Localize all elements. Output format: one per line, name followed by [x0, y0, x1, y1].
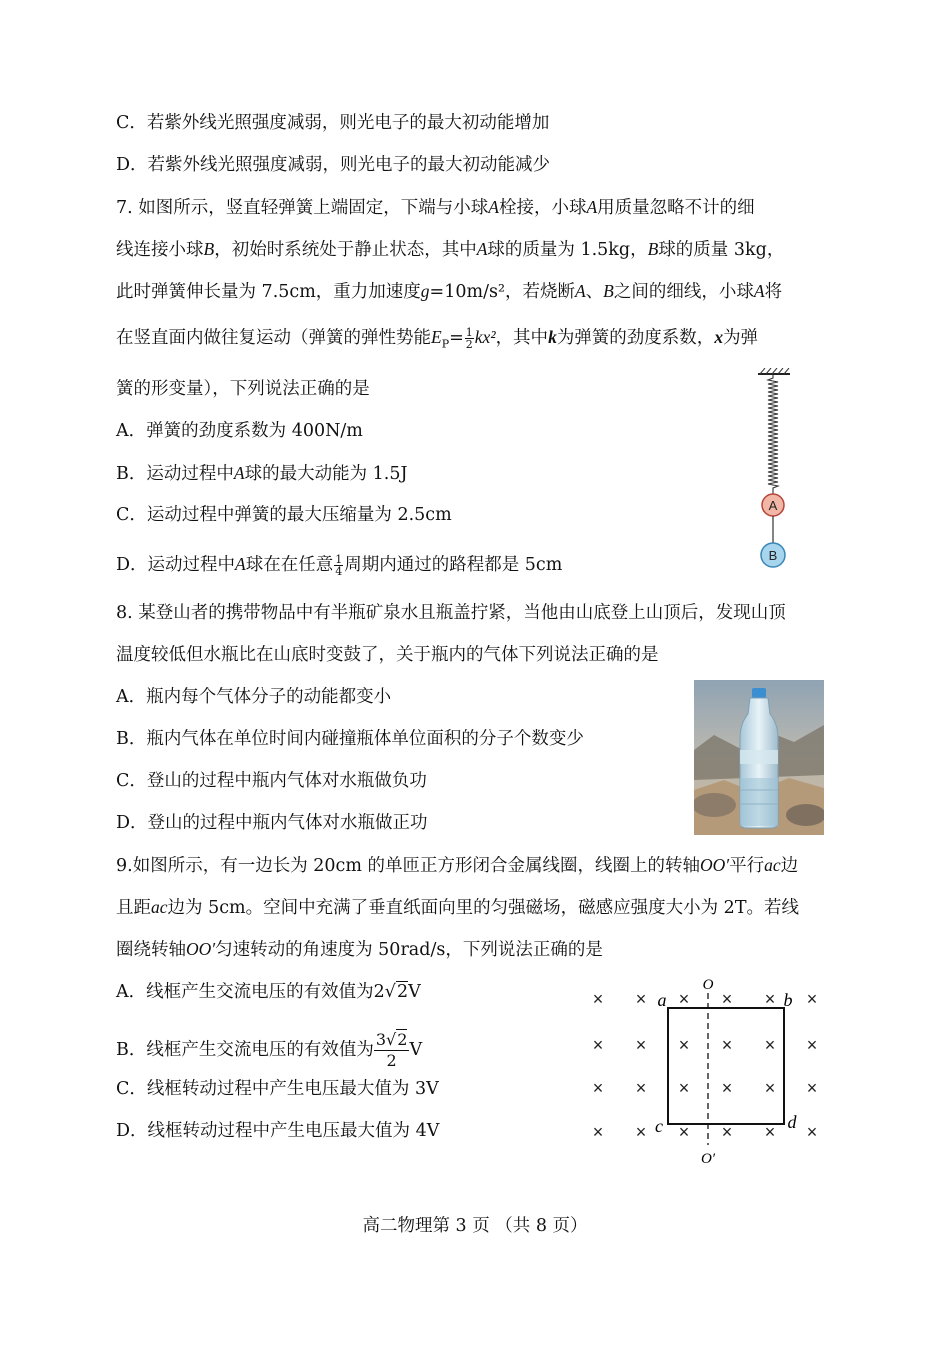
field-cross: ×	[721, 1035, 733, 1055]
water-bottle-photo	[694, 680, 824, 835]
page-footer: 高二物理第 3 页 （共 8 页）	[362, 1216, 588, 1236]
field-cross: ×	[806, 1035, 818, 1055]
field-cross: ×	[635, 989, 647, 1009]
field-cross: ×	[806, 1122, 818, 1142]
q9-option-b: B．线框产生交流电压的有效值为 $\frac{3√2}{2}$ V	[116, 1030, 423, 1070]
label-c: c	[655, 1116, 663, 1136]
half-fraction: $\frac{1}{2}$	[465, 326, 473, 351]
q7-option-d: D．运动过程中A球在在任意 $\frac{1}{4}$ 周期内通过的路程都是 5cm	[116, 553, 563, 578]
label-d: d	[787, 1112, 797, 1132]
field-cross: ×	[721, 1078, 733, 1098]
q8-option-c: C．登山的过程中瓶内气体对水瓶做负功	[116, 771, 427, 791]
q7-option-a: A．弹簧的劲度系数为 400N/m	[116, 421, 363, 441]
q9-option-c: C．线框转动过程中产生电压最大值为 3V	[116, 1079, 439, 1099]
q7-stem-line4: 在竖直面内做往复运动（弹簧的弹性势能$E_P=$ $\frac{1}{2}$ kx²，其中k为弹簧的劲度系数，x为弹	[116, 326, 759, 351]
field-cross: ×	[592, 1078, 604, 1098]
q9-option-a: A．线框产生交流电压的有效值为2√2V	[116, 982, 421, 1002]
ball-a-label: A	[768, 498, 778, 513]
q9-stem-line1: 9.如图所示，有一边长为 20cm 的单匝正方形闭合金属线圈，线圈上的转轴OO′平行ac边	[116, 855, 799, 876]
q8-stem-line2: 温度较低但水瓶比在山底时变鼓了，关于瓶内的气体下列说法正确的是	[116, 645, 659, 665]
q7-stem-line5: 簧的形变量），下列说法正确的是	[116, 379, 370, 399]
q8-stem-line1: 8. 某登山者的携带物品中有半瓶矿泉水且瓶盖拧紧，当他由山底登上山顶后，发现山顶	[116, 603, 786, 623]
field-cross: ×	[635, 1035, 647, 1055]
field-cross: ×	[635, 1122, 647, 1142]
field-cross: ×	[592, 989, 604, 1009]
b-fraction: $\frac{3√2}{2}$	[375, 1030, 408, 1070]
q7-stem-line2: 线连接小球B，初始时系统处于静止状态，其中A球的质量为 1.5kg，B球的质量 3kg，	[116, 239, 785, 260]
quarter-fraction: $\frac{1}{4}$	[335, 553, 343, 578]
q6-option-c: C．若紫外线光照强度减弱，则光电子的最大初动能增加	[116, 113, 550, 133]
q9-option-d: D．线框转动过程中产生电压最大值为 4V	[116, 1121, 440, 1141]
field-cross: ×	[764, 1078, 776, 1098]
spring-coil	[768, 374, 778, 494]
label-a: a	[657, 990, 667, 1010]
q8-option-b: B．瓶内气体在单位时间内碰撞瓶体单位面积的分子个数变少	[116, 729, 584, 749]
field-cross: ×	[635, 1078, 647, 1098]
q8-option-a: A．瓶内每个气体分子的动能都变小	[116, 687, 392, 707]
label-b: b	[783, 990, 793, 1010]
q6-option-d: D．若紫外线光照强度减弱，则光电子的最大初动能减少	[116, 155, 551, 175]
ball-b-label: B	[768, 548, 778, 563]
field-cross: ×	[806, 1078, 818, 1098]
label-o: O	[702, 977, 714, 993]
spring-figure	[750, 368, 800, 573]
q7-option-c: C．运动过程中弹簧的最大压缩量为 2.5cm	[116, 505, 452, 525]
label-o-prime: O′	[700, 1151, 716, 1167]
field-cross: ×	[592, 1122, 604, 1142]
field-cross: ×	[764, 1122, 776, 1142]
field-cross: ×	[721, 1122, 733, 1142]
q9-stem-line2: 且距ac边为 5cm。空间中充满了垂直纸面向里的匀强磁场，磁感应强度大小为 2T。若线	[116, 897, 799, 918]
field-cross: ×	[678, 1122, 690, 1142]
q9-stem-line3: 圈绕转轴OO′匀速转动的角速度为 50rad/s，下列说法正确的是	[116, 939, 603, 960]
q7-stem-line3: 此时弹簧伸长量为 7.5cm，重力加速度g=10m/s²，若烧断A、B之间的细线，小球A将	[116, 281, 783, 302]
q8-option-d: D．登山的过程中瓶内气体对水瓶做正功	[116, 813, 428, 833]
field-cross: ×	[678, 989, 690, 1009]
coil-figure	[580, 975, 830, 1170]
square-coil	[668, 1008, 784, 1124]
field-cross: ×	[764, 1035, 776, 1055]
field-cross: ×	[678, 1078, 690, 1098]
field-cross: ×	[592, 1035, 604, 1055]
field-cross: ×	[678, 1035, 690, 1055]
field-cross: ×	[806, 989, 818, 1009]
q7-option-b: B．运动过程中A球的最大动能为 1.5J	[116, 463, 408, 484]
field-cross: ×	[721, 989, 733, 1009]
q7-stem-line1: 7. 如图所示，竖直轻弹簧上端固定，下端与小球A栓接，小球A用质量忽略不计的细	[116, 197, 755, 218]
field-cross: ×	[764, 989, 776, 1009]
